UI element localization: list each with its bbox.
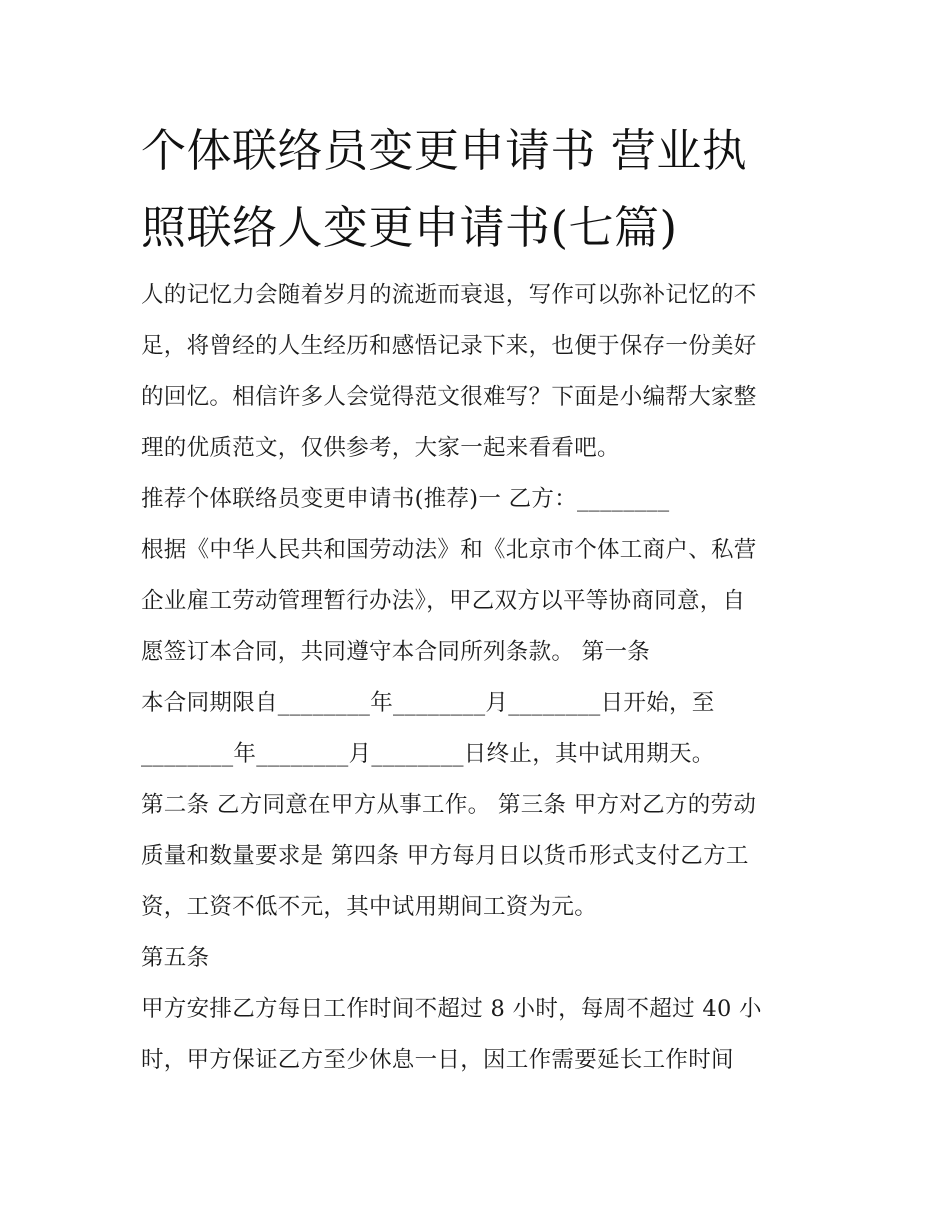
text-line: 愿签订本合同，共同遵守本合同所列条款。 第一条 — [141, 639, 651, 665]
working-hours-paragraph — [141, 984, 821, 1086]
document-title — [141, 112, 821, 266]
text-line: 理的优质范文，仅供参考，大家一起来看看吧。 — [141, 435, 620, 461]
text-line: 甲方安排乙方每日工作时间不超过 8 小时，每周不超过 40 小 — [141, 996, 762, 1022]
text-line: ________年________月________日终止，其中试用期天。 — [141, 741, 715, 767]
text-line: 推荐个体联络员变更申请书(推荐)一 乙方：________ — [141, 486, 670, 512]
contract-basis-paragraph — [141, 525, 821, 678]
text-line: 时，甲方保证乙方至少休息一日，因工作需要延长工作时间 — [141, 1047, 734, 1073]
text-line: 根据《中华人民共和国劳动法》和《北京市个体工商户、私营 — [141, 537, 757, 563]
contract-term-paragraph — [141, 678, 821, 780]
document-page — [141, 112, 821, 1086]
section-heading-paragraph — [141, 474, 821, 525]
text-line: 企业雇工劳动管理暂行办法》，甲乙双方以平等协商同意，自 — [141, 588, 746, 614]
text-line: 质量和数量要求是 第四条 甲方每月日以货币形式支付乙方工 — [141, 843, 749, 869]
text-line: 资，工资不低不元，其中试用期间工资为元。 — [141, 894, 598, 920]
text-line: 本合同期限自________年________月________日开始，至 — [141, 690, 715, 716]
articles-paragraph — [141, 780, 821, 933]
title-line: 照联络人变更申请书(七篇) — [141, 201, 678, 254]
title-line: 个体联络员变更申请书 营业执 — [141, 124, 748, 177]
text-line: 人的记忆力会随着岁月的流逝而衰退，写作可以弥补记忆的不 — [141, 282, 757, 308]
text-line: 第五条 — [141, 945, 210, 971]
article-five-heading — [141, 933, 821, 984]
text-line: 足，将曾经的人生经历和感悟记录下来，也便于保存一份美好 — [141, 333, 757, 359]
text-line: 的回忆。相信许多人会觉得范文很难写？下面是小编帮大家整 — [141, 384, 757, 410]
text-line: 第二条 乙方同意在甲方从事工作。 第三条 甲方对乙方的劳动 — [141, 792, 757, 818]
intro-paragraph — [141, 270, 821, 474]
